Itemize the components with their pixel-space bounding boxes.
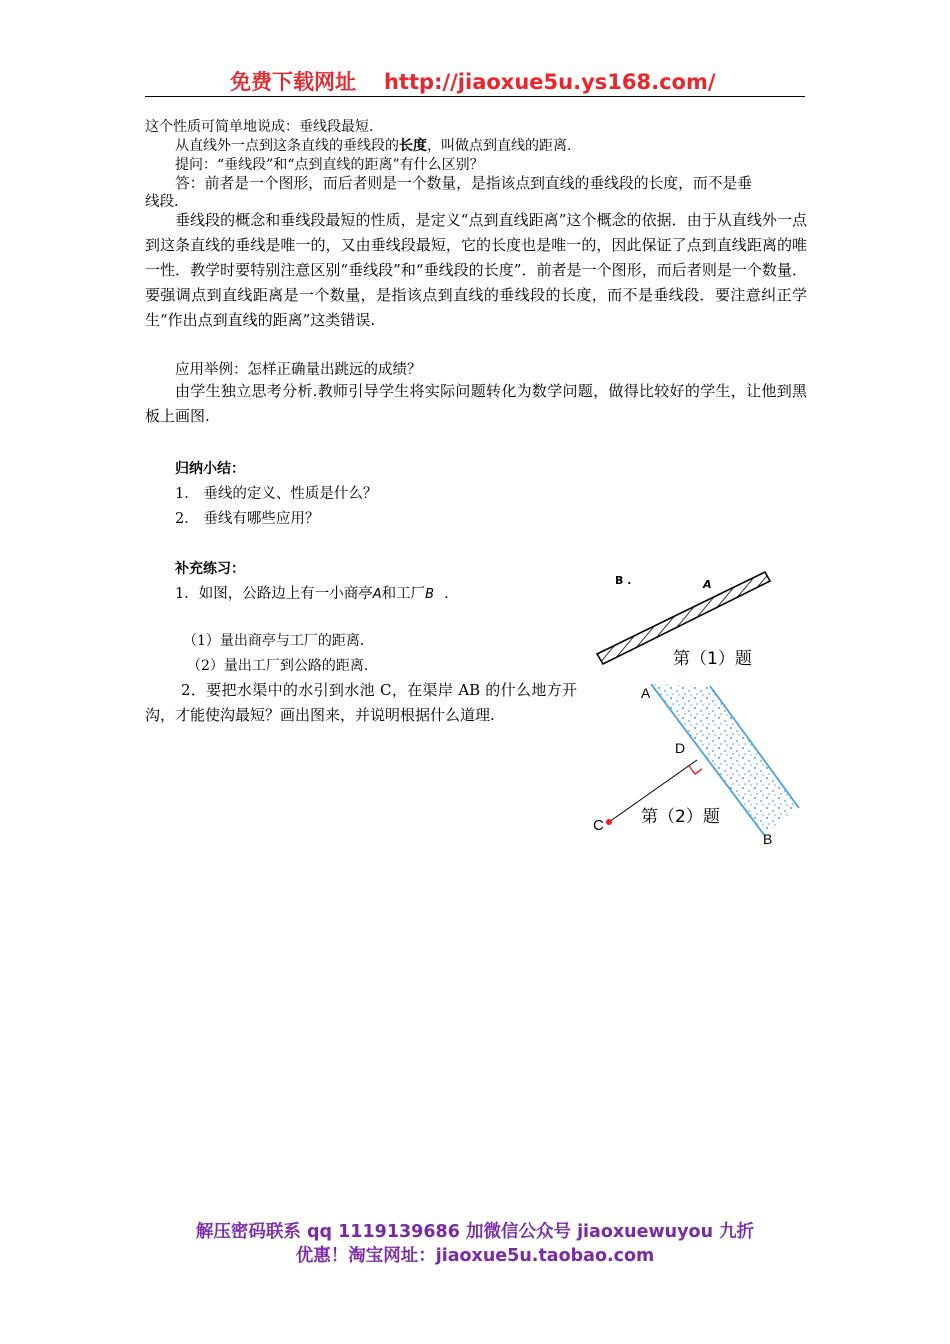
text-line-2 — [175, 135, 571, 155]
exercise-title: 补充练习： — [175, 561, 245, 577]
exercise-1-pre: 1．如图，公路边上有一小商亭 — [175, 586, 373, 602]
summary-item-2: 2． 垂线有哪些应用？ — [175, 511, 320, 527]
exercise-1-point-a: A — [372, 587, 382, 602]
exercise-1-mid: 和工厂 — [381, 586, 426, 602]
text-line-3: 提问：“垂线段”和“点到直线的距离”有什么区别？ — [175, 157, 484, 173]
footer-line-2: 优惠！淘宝网址：jiaoxue5u.taobao.com — [295, 1246, 655, 1266]
fig2-label-a: A — [641, 685, 651, 701]
text-line-4: 答：前者是一个图形，而后者则是一个数量，是指该点到直线的垂线段的长度，而不是垂 — [175, 175, 753, 192]
figure-1-road — [585, 568, 785, 674]
figure-2-canal — [585, 676, 810, 851]
header-text — [230, 66, 716, 96]
exercise-1-q1: （1）量出商亭与工厂的距离. — [183, 633, 365, 649]
fig2-label-d: D — [675, 740, 686, 756]
text-line-2-bold: 长度 — [399, 138, 427, 154]
paragraph-1: 垂线段的概念和垂线段最短的性质，是定义“点到直线距离”这个概念的依据．由于从直线外一点到这条直线的垂线是唯一的，又由垂线段最短，它的长度也是唯一的，因此保证了点到直线距离的唯一性．教学时要特别注意区别“垂线段”和“垂线段的长度”．前者是一个图形，而后者则是一个数量．要强调点到直线距离是一个数量，是指该点到直线的垂线段的长度，而不是垂线段．要注意纠正学生“作出点到直线的距离”这类错误. — [145, 211, 807, 329]
fig2-label-b: B — [763, 831, 773, 847]
fig1-label-a: A — [703, 578, 712, 591]
exercise-1-end: ． — [444, 586, 459, 602]
header-url[interactable]: http://jiaoxue5u.ys168.com/ — [384, 70, 716, 94]
right-angle-mark — [689, 766, 702, 774]
exercise-1-q2: （2）量出工厂到公路的距离. — [187, 658, 369, 674]
point-c-dot — [606, 819, 612, 825]
footer-line-1: 解压密码联系 qq 1119139686 加微信公众号 jiaoxuewuyou 九折 — [195, 1222, 755, 1242]
page-header — [145, 64, 805, 97]
text-line-5: 线段. — [145, 194, 179, 210]
summary-title: 归纳小结： — [175, 461, 245, 477]
summary-item-1: 1． 垂线的定义、性质是什么？ — [175, 486, 378, 502]
exercise-2: 2．要把水渠中的水引到水池 C，在渠岸 AB 的什么地方开沟，才能使沟最短？画出图来，并说明根据什么道理. — [145, 681, 577, 724]
fig2-caption: 第（2）题 — [641, 807, 720, 827]
text-line-2-pre: 从直线外一点到这条直线的垂线段的 — [175, 138, 399, 154]
exercise-1-point-b: B — [425, 587, 435, 602]
example-heading: 应用举例：怎样正确量出跳远的成绩？ — [175, 362, 422, 378]
page-footer — [0, 1220, 950, 1268]
fig2-label-c: C — [593, 817, 604, 834]
fig1-label-b: B . — [615, 574, 632, 587]
fig1-caption: 第（1）题 — [673, 649, 752, 669]
paragraph-2: 由学生独立思考分析.教师引导学生将实际问题转化为数学问题，做得比较好的学生，让他到黑板上画图. — [145, 382, 807, 425]
text-line-1: 这个性质可简单地说成：垂线段最短. — [145, 119, 374, 135]
header-title: 免费下载网址 — [230, 70, 356, 94]
exercise-1 — [175, 582, 459, 603]
text-line-2-post: ，叫做点到直线的距离. — [427, 138, 572, 154]
